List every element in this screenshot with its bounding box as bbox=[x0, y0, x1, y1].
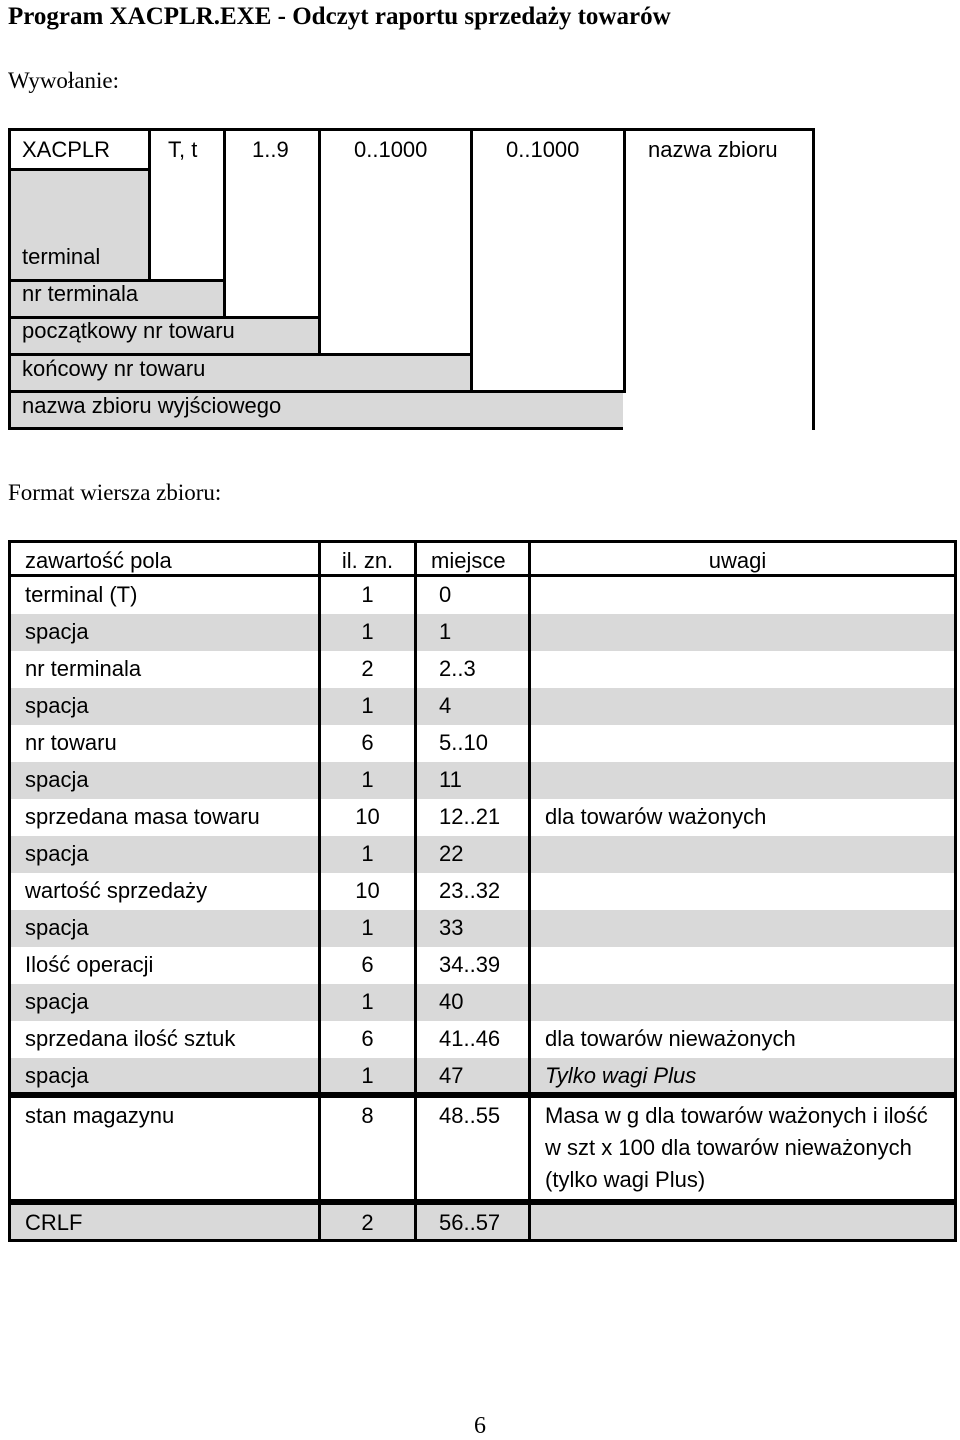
table-row bbox=[8, 1095, 957, 1202]
table-row bbox=[8, 577, 957, 614]
step-cutout bbox=[148, 168, 226, 282]
field-length: 1 bbox=[318, 984, 414, 1021]
field-note: dla towarów nieważonych bbox=[528, 1021, 957, 1058]
field-length: 2 bbox=[318, 651, 414, 688]
call-syntax-diagram bbox=[0, 0, 960, 440]
field-note: dla towarów ważonych bbox=[528, 799, 957, 836]
item-divider bbox=[470, 128, 473, 171]
call-item-6: nazwa zbioru bbox=[648, 137, 778, 162]
field-position: 23..32 bbox=[414, 873, 528, 910]
field-position: 56..57 bbox=[414, 1202, 528, 1242]
param-label-1: terminal bbox=[22, 244, 101, 269]
step-cutout bbox=[623, 168, 815, 430]
field-note bbox=[528, 947, 957, 984]
item-divider bbox=[223, 128, 226, 171]
field-name: spacja bbox=[8, 762, 318, 799]
step-line bbox=[318, 168, 321, 353]
table-row bbox=[8, 873, 957, 910]
step-line bbox=[223, 168, 226, 316]
call-item-1: XACPLR bbox=[22, 137, 111, 162]
param-label-4: końcowy nr towaru bbox=[22, 356, 206, 381]
param-label-3: początkowy nr towaru bbox=[22, 318, 235, 343]
field-length: 10 bbox=[318, 873, 414, 910]
table-row bbox=[8, 1202, 957, 1242]
table-row bbox=[8, 910, 957, 947]
field-length: 6 bbox=[318, 947, 414, 984]
field-position: 41..46 bbox=[414, 1021, 528, 1058]
field-name: sprzedana masa towaru bbox=[8, 799, 318, 836]
field-length: 6 bbox=[318, 1021, 414, 1058]
field-name: spacja bbox=[8, 1058, 318, 1095]
field-length: 1 bbox=[318, 836, 414, 873]
field-note bbox=[528, 762, 957, 799]
field-length: 1 bbox=[318, 614, 414, 651]
field-note bbox=[528, 836, 957, 873]
step-cutout bbox=[223, 168, 321, 319]
field-note bbox=[528, 873, 957, 910]
field-note bbox=[528, 1202, 957, 1242]
field-note: Tylko wagi Plus bbox=[528, 1058, 957, 1095]
field-name: terminal (T) bbox=[8, 577, 318, 614]
table-row bbox=[8, 984, 957, 1021]
field-note bbox=[528, 984, 957, 1021]
step-cutout bbox=[318, 168, 473, 356]
field-note bbox=[528, 614, 957, 651]
field-name: Ilość operacji bbox=[8, 947, 318, 984]
field-note bbox=[528, 651, 957, 688]
field-length: 2 bbox=[318, 1202, 414, 1242]
table-row bbox=[8, 947, 957, 984]
field-position: 22 bbox=[414, 836, 528, 873]
item-divider bbox=[318, 128, 321, 171]
column-header: miejsce bbox=[414, 540, 528, 577]
field-position: 48..55 bbox=[414, 1095, 528, 1202]
field-name: wartość sprzedaży bbox=[8, 873, 318, 910]
field-name: spacja bbox=[8, 688, 318, 725]
field-length: 10 bbox=[318, 799, 414, 836]
field-name: nr towaru bbox=[8, 725, 318, 762]
field-note bbox=[528, 910, 957, 947]
field-note bbox=[528, 577, 957, 614]
field-position: 33 bbox=[414, 910, 528, 947]
field-name: spacja bbox=[8, 614, 318, 651]
param-label-5: nazwa zbioru wyjściowego bbox=[22, 393, 282, 418]
table-row bbox=[8, 799, 957, 836]
call-heading: Wywołanie: bbox=[8, 68, 120, 93]
field-length: 1 bbox=[318, 1058, 414, 1095]
field-length: 6 bbox=[318, 725, 414, 762]
field-length: 1 bbox=[318, 910, 414, 947]
document-title: Program XACPLR.EXE - Odczyt raportu sprzedaży towarów bbox=[8, 3, 671, 30]
field-position: 12..21 bbox=[414, 799, 528, 836]
field-position: 0 bbox=[414, 577, 528, 614]
field-name: stan magazynu bbox=[8, 1095, 318, 1202]
field-position: 4 bbox=[414, 688, 528, 725]
field-name: sprzedana ilość sztuk bbox=[8, 1021, 318, 1058]
call-item-2: T, t bbox=[168, 137, 198, 162]
step-line bbox=[623, 168, 626, 390]
field-length: 8 bbox=[318, 1095, 414, 1202]
field-position: 34..39 bbox=[414, 947, 528, 984]
field-name: spacja bbox=[8, 984, 318, 1021]
column-header: zawartość pola bbox=[8, 540, 318, 577]
field-note bbox=[528, 688, 957, 725]
field-note bbox=[528, 725, 957, 762]
item-divider bbox=[623, 128, 626, 171]
field-length: 1 bbox=[318, 762, 414, 799]
column-header: uwagi bbox=[528, 540, 957, 577]
table-header-row bbox=[8, 540, 957, 577]
page-number: 6 bbox=[474, 1413, 486, 1439]
field-position: 5..10 bbox=[414, 725, 528, 762]
call-item-3: 1..9 bbox=[252, 137, 289, 162]
call-item-5: 0..1000 bbox=[506, 137, 580, 162]
field-position: 2..3 bbox=[414, 651, 528, 688]
table-row bbox=[8, 1021, 957, 1058]
row-format-table bbox=[8, 540, 957, 1242]
table-row bbox=[8, 1058, 957, 1095]
param-label-2: nr terminala bbox=[22, 281, 139, 306]
field-name: spacja bbox=[8, 836, 318, 873]
step-line bbox=[470, 168, 473, 390]
format-heading: Format wiersza zbioru: bbox=[8, 480, 222, 505]
field-name: nr terminala bbox=[8, 651, 318, 688]
field-position: 47 bbox=[414, 1058, 528, 1095]
table-row bbox=[8, 651, 957, 688]
field-name: spacja bbox=[8, 910, 318, 947]
column-header: il. zn. bbox=[318, 540, 414, 577]
item-divider bbox=[148, 128, 151, 171]
step-line bbox=[148, 168, 151, 279]
table-row bbox=[8, 614, 957, 651]
step-cutout bbox=[470, 168, 626, 393]
table-row bbox=[8, 688, 957, 725]
field-length: 1 bbox=[318, 577, 414, 614]
field-length: 1 bbox=[318, 688, 414, 725]
table-row bbox=[8, 836, 957, 873]
table-row bbox=[8, 725, 957, 762]
field-note: Masa w g dla towarów ważonych i ilość w szt x 100 dla towarów nieważonych (tylko wagi Plus) bbox=[528, 1095, 957, 1202]
field-position: 11 bbox=[414, 762, 528, 799]
field-position: 1 bbox=[414, 614, 528, 651]
call-item-4: 0..1000 bbox=[354, 137, 428, 162]
field-name: CRLF bbox=[8, 1202, 318, 1242]
table-row bbox=[8, 762, 957, 799]
field-position: 40 bbox=[414, 984, 528, 1021]
